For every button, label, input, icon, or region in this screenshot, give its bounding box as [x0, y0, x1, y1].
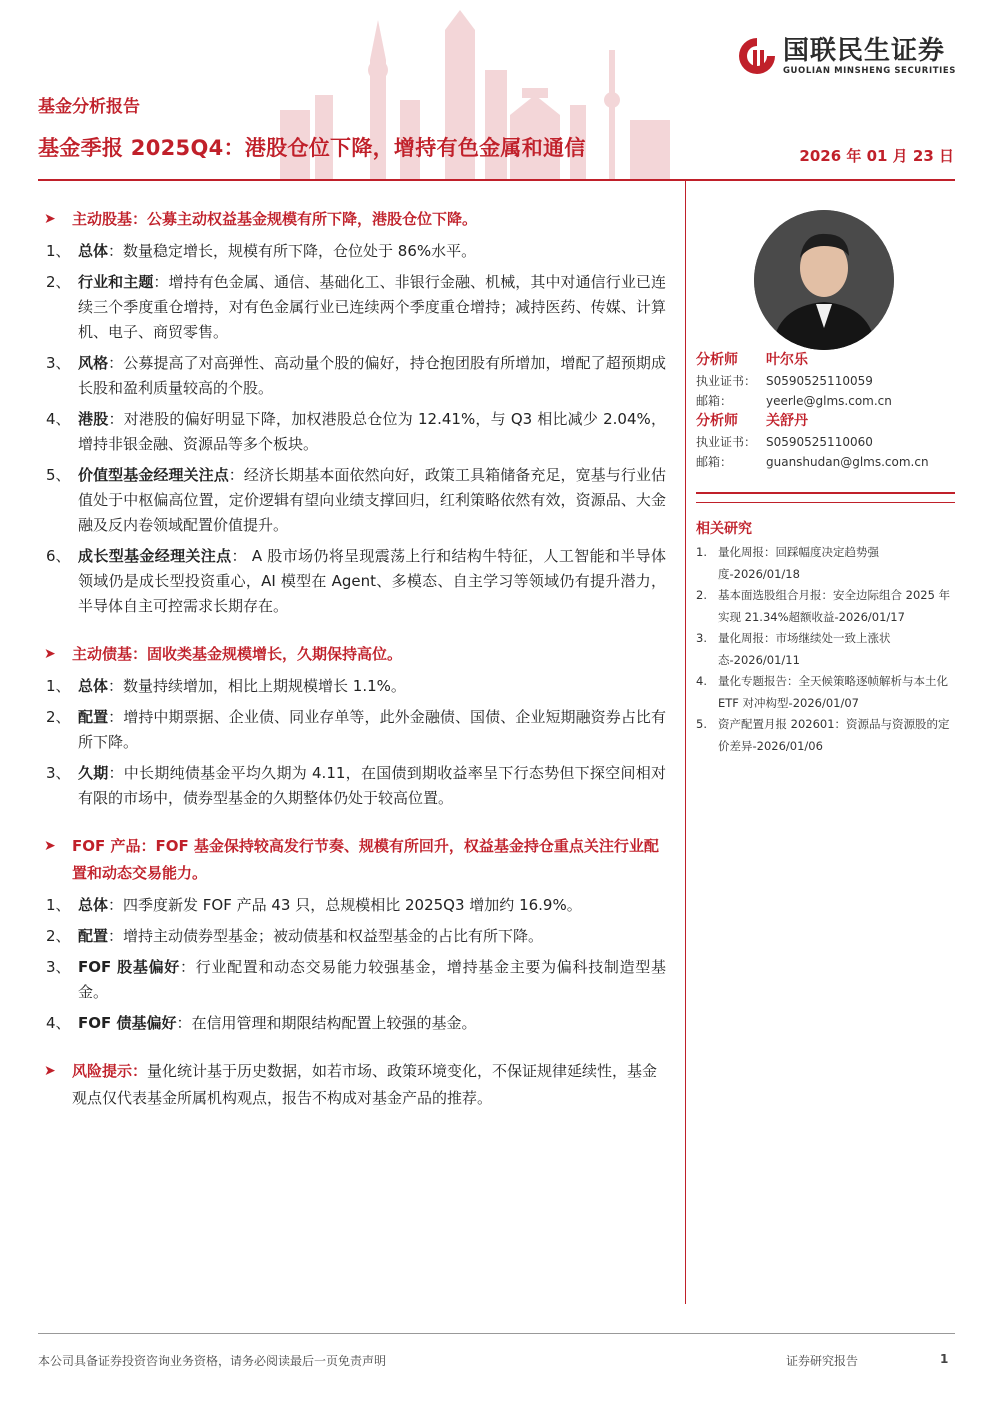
related-research-title: 相关研究 — [696, 521, 752, 537]
footer-disclaimer: 本公司具备证券投资咨询业务资格，请务必阅读最后一页免责声明 — [38, 1354, 387, 1368]
main-column — [38, 206, 666, 1112]
analyst-info: 分析师 叶尔乐 执业证书： S0590525110059 邮箱： yeerle@glms.com.cn 分析师 关舒丹 执业证书： S0590525110060 邮箱： guanshudan@glms.com.cn — [696, 350, 955, 472]
section-equity — [38, 206, 666, 619]
title-divider — [38, 179, 955, 181]
page-number: 1 — [940, 1352, 949, 1366]
logo-name-en: GUOLIAN MINSHENG SECURITIES — [782, 66, 956, 76]
sidebar-divider — [696, 492, 955, 494]
list-item: 3、 FOF 股基偏好：行业配置和动态交易能力较强基金，增持基金主要为偏科技制造型基金。 — [46, 958, 667, 1001]
report-type: 基金分析报告 — [38, 97, 140, 117]
avatar — [754, 210, 894, 350]
section-heading: ➤ 主动债基：固收类基金规模增长，久期保持高位。 — [38, 641, 666, 668]
list-item: 3、 久期：中长期纯债基金平均久期为 4.11，在国债到期收益率呈下行态势但下探空间相对有限的市场中，债券型基金的久期整体仍处于较高位置。 — [46, 764, 666, 807]
analyst-cert: S0590525110059 — [766, 374, 873, 388]
logo-name-cn: 国联民生证券 — [782, 36, 945, 66]
list-item: 6、 成长型基金经理关注点： A 股市场仍将呈现震荡上行和结构牛特征，人工智能和半导体领域仍是成长型投资重心，AI 模型在 Agent、多模态、自主学习等领域仍有提升潜力，半导体自主可控需求长期存在。 — [46, 547, 666, 615]
risk-warning: ➤ 风险提示：量化统计基于历史数据，如若市场、政策环境变化，不保证规律延续性，基金观点仅代表基金所属机构观点，报告不构成对基金产品的推荐。 — [38, 1058, 666, 1112]
footer-divider — [38, 1333, 955, 1334]
list-item: 4、 港股：对港股的偏好明显下降，加权港股总仓位为 12.41%，与 Q3 相比减少 2.04%，增持非银金融、资源品等多个板块。 — [46, 410, 666, 453]
list-item: 2、 配置：增持中期票据、企业债、同业存单等，此外金融债、国债、企业短期融资券占比有所下降。 — [46, 708, 666, 751]
list-item: 5、 价值型基金经理关注点：经济长期基本面依然向好，政策工具箱储备充足，宽基与行业估值处于中枢偏高位置，定价逻辑有望向业绩支撑回归，红利策略依然有效，资源品、大金融及反内卷领域配置价值提升。 — [46, 466, 666, 534]
list-item: 1、 总体：数量持续增加，相比上期规模增长 1.1%。 — [46, 677, 406, 695]
report-title: 基金季报 2025Q4：港股仓位下降，增持有色金属和通信 — [38, 136, 586, 160]
list-item: 1、 总体：四季度新发 FOF 产品 43 只，总规模相比 2025Q3 增加约 16.9%。 — [46, 896, 582, 914]
arrow-bullet-icon: ➤ — [44, 646, 56, 662]
arrow-bullet-icon: ➤ — [44, 1063, 56, 1079]
analyst-name: 分析师 关舒丹 — [696, 413, 808, 429]
analyst-email[interactable]: yeerle@glms.com.cn — [766, 394, 892, 408]
related-research-list — [696, 542, 955, 757]
list-item: 4、 FOF 债基偏好：在信用管理和期限结构配置上较强的基金。 — [46, 1014, 477, 1032]
related-item[interactable]: 2. 基本面选股组合月报：安全边际组合 2025 年实现 21.34%超额收益-2026/01/17 — [696, 588, 951, 624]
column-divider — [685, 181, 686, 1304]
footer-category: 证券研究报告 — [786, 1354, 859, 1368]
list-item: 1、 总体：数量稳定增长，规模有所下降，仓位处于 86%水平。 — [46, 242, 477, 260]
related-item[interactable]: 5. 资产配置月报 202601：资源品与资源股的定价差异-2026/01/06 — [696, 717, 950, 753]
list-item: 2、 行业和主题：增持有色金属、通信、基础化工、非银行金融、机械，其中对通信行业已连续三个季度重仓增持，对有色金属行业已连续两个季度重仓增持；减持医药、传媒、计算机、电子、商贸零售。 — [46, 273, 666, 341]
company-logo — [737, 36, 956, 76]
sidebar-divider — [696, 502, 955, 503]
arrow-bullet-icon: ➤ — [44, 211, 56, 227]
list-item: 3、 风格：公募提高了对高弹性、高动量个股的偏好，持仓抱团股有所增加，增配了超预期成长股和盈利质量较高的个股。 — [46, 354, 666, 397]
section-heading: ➤ 主动股基：公募主动权益基金规模有所下降，港股仓位下降。 — [38, 206, 666, 233]
arrow-bullet-icon: ➤ — [44, 838, 56, 854]
report-date: 2026 年 01 月 23 日 — [799, 147, 954, 165]
section-bond — [38, 641, 666, 811]
related-item[interactable]: 4. 量化专题报告：全天候策略逐帧解析与本土化 ETF 对冲构型-2026/01/07 — [696, 674, 948, 710]
related-item[interactable]: 3. 量化周报：市场继续处一致上涨状态-2026/01/11 — [696, 631, 891, 667]
related-item[interactable]: 1. 量化周报：回踩幅度决定趋势强度-2026/01/18 — [696, 545, 879, 581]
section-fof — [38, 833, 666, 1036]
section-heading: ➤ FOF 产品：FOF 基金保持较高发行节奏、规模有所回升，权益基金持仓重点关注行业配置和动态交易能力。 — [38, 833, 666, 887]
analyst-cert: S0590525110060 — [766, 435, 873, 449]
logo-mark-icon — [737, 36, 777, 76]
analyst-name: 分析师 叶尔乐 — [696, 352, 808, 368]
analyst-email[interactable]: guanshudan@glms.com.cn — [766, 455, 929, 469]
list-item: 2、 配置：增持主动债券型基金；被动债基和权益型基金的占比有所下降。 — [46, 927, 544, 945]
